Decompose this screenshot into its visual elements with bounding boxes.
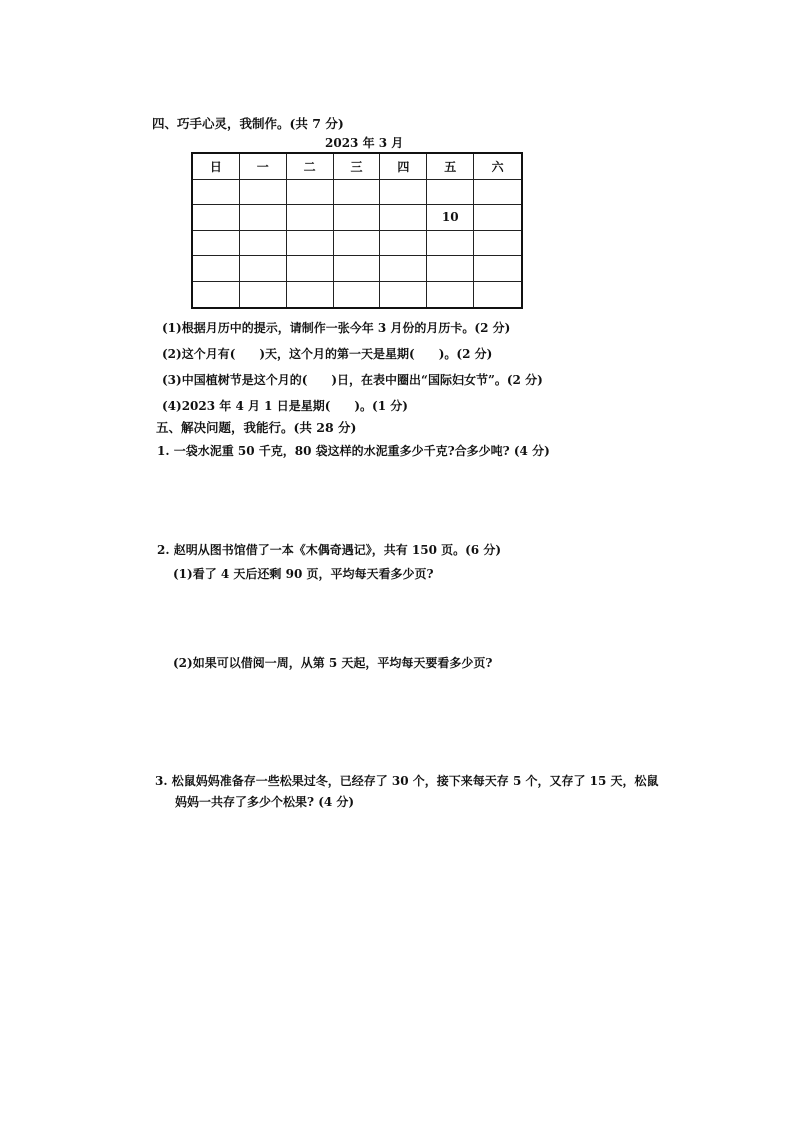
calendar-cell	[240, 180, 287, 206]
question-2: (2)这个月有( )天，这个月的第一天是星期( )。(2 分)	[162, 347, 493, 361]
calendar-cell	[380, 256, 427, 282]
calendar-cell	[287, 205, 334, 231]
calendar-cell	[193, 256, 240, 282]
calendar-cell	[380, 205, 427, 231]
weekday-header: 二	[287, 154, 334, 180]
calendar-cell	[193, 282, 240, 308]
calendar-cell	[474, 205, 521, 231]
calendar-cell	[334, 256, 381, 282]
calendar-cell	[427, 282, 474, 308]
problem-3-line-1: 3. 松鼠妈妈准备存一些松果过冬，已经存了 30 个，接下来每天存 5 个，又存了 15 天，松鼠	[155, 774, 659, 788]
question-3: (3)中国植树节是这个月的( )日，在表中圈出“国际妇女节”。(2 分)	[162, 373, 543, 387]
calendar-cell	[287, 180, 334, 206]
calendar-cell	[427, 231, 474, 257]
calendar-cell	[240, 205, 287, 231]
weekday-header: 三	[334, 154, 381, 180]
weekday-header: 四	[380, 154, 427, 180]
weekday-header: 六	[474, 154, 521, 180]
weekday-header: 五	[427, 154, 474, 180]
problem-2-stem: 2. 赵明从图书馆借了一本《木偶奇遇记》，共有 150 页。(6 分)	[157, 543, 501, 557]
question-4: (4)2023 年 4 月 1 日是星期( )。(1 分)	[162, 399, 408, 413]
calendar-cell	[287, 282, 334, 308]
calendar-grid	[191, 152, 523, 309]
calendar-cell	[474, 256, 521, 282]
calendar-cell: 10	[427, 205, 474, 231]
calendar-cell	[193, 180, 240, 206]
calendar-cell	[287, 256, 334, 282]
calendar-cell	[334, 282, 381, 308]
calendar-cell	[474, 180, 521, 206]
calendar-cell	[193, 205, 240, 231]
calendar-cell	[474, 282, 521, 308]
calendar-cell	[193, 231, 240, 257]
problem-3-line-2: 妈妈一共存了多少个松果? (4 分)	[175, 795, 355, 809]
calendar-cell	[287, 231, 334, 257]
problem-1: 1. 一袋水泥重 50 千克，80 袋这样的水泥重多少千克?合多少吨? (4 分)	[157, 444, 550, 458]
calendar-cell	[334, 231, 381, 257]
calendar-cell	[427, 180, 474, 206]
calendar-cell	[240, 282, 287, 308]
calendar-title: 2023 年 3 月	[325, 136, 404, 150]
problem-2-part-1: (1)看了 4 天后还剩 90 页，平均每天看多少页?	[173, 567, 434, 581]
calendar-cell	[334, 180, 381, 206]
calendar-cell	[240, 231, 287, 257]
weekday-header: 一	[240, 154, 287, 180]
calendar-cell	[380, 180, 427, 206]
calendar-cell	[240, 256, 287, 282]
problem-2-part-2: (2)如果可以借阅一周，从第 5 天起，平均每天要看多少页?	[173, 656, 493, 670]
section-4-heading: 四、巧手心灵，我制作。(共 7 分)	[152, 116, 344, 131]
question-1: (1)根据月历中的提示，请制作一张今年 3 月份的月历卡。(2 分)	[162, 321, 511, 335]
calendar-cell	[380, 231, 427, 257]
calendar-cell	[334, 205, 381, 231]
calendar-cell	[427, 256, 474, 282]
weekday-header: 日	[193, 154, 240, 180]
calendar-cell	[380, 282, 427, 308]
section-5-heading: 五、解决问题，我能行。(共 28 分)	[156, 420, 357, 435]
calendar-cell	[474, 231, 521, 257]
